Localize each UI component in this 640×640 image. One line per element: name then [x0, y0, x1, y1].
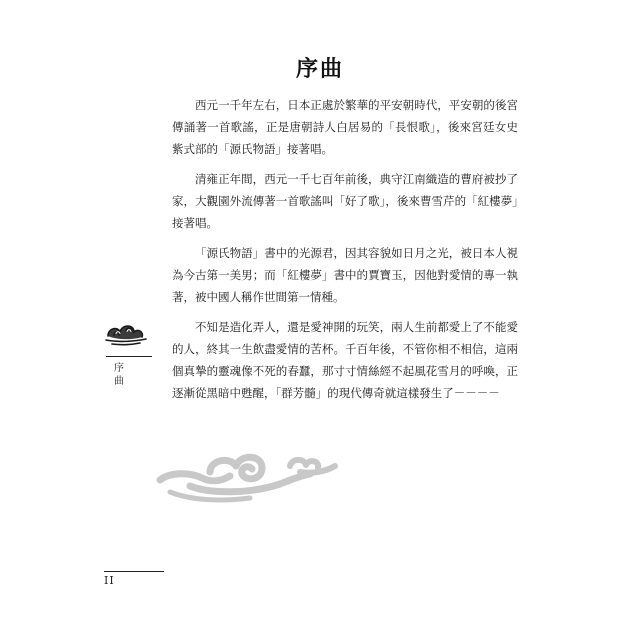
side-label-char-1: 序	[114, 363, 124, 374]
page-number-rule	[104, 571, 164, 572]
page-title: 序曲	[295, 56, 344, 82]
paragraph-1: 西元一千年左右，日本正處於繁華的平安朝時代，平安朝的後宮傳誦著一首歌謠，正是唐朝詩人白居易的「長恨歌」，後來宮廷女史紫式部的「源氏物語」接著唱。	[172, 98, 518, 156]
page-number: II	[104, 574, 115, 587]
paragraph-4: 不知是造化弄人，還是愛神開的玩笑，兩人生前都愛上了不能愛的人，終其一生飲盡愛情的苦杯。千百年後，不管你相不相信，這兩個真摯的靈魂像不死的春蠶，那寸寸情絲經不起風花雪月的呼喚，正逐漸從黑暗中甦醒，「群芳髓」的現代傳奇就這樣發生了－－－－	[172, 320, 518, 400]
paragraph-2: 清雍正年間，西元一千七百年前後，典守江南織造的曹府被抄了家，大觀園外流傳著一首歌謠叫「好了歌」，後來曹雪芹的「紅樓夢」接著唱。	[172, 172, 518, 230]
cloud-ornament-icon	[104, 318, 148, 348]
cloud-decoration-icon	[150, 432, 350, 512]
side-label-char-2: 曲	[114, 376, 124, 387]
body-text	[172, 94, 518, 412]
side-chapter-label	[112, 362, 126, 388]
paragraph-3: 「源氏物語」書中的光源君，因其容貌如日月之光，被日本人視為今古第一美男；而「紅樓夢」書中的賈寶玉，因他對愛情的專一執著，被中國人稱作世間第一情種。	[172, 246, 518, 304]
side-divider	[106, 356, 152, 357]
